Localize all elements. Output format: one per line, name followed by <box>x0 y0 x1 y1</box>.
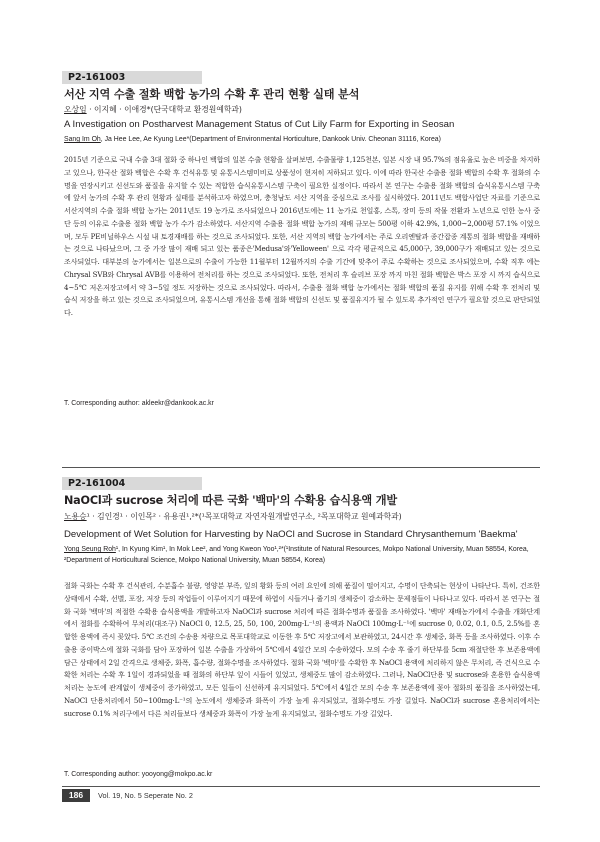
first-author-ko: 노용승 <box>64 512 87 521</box>
article-authors-ko <box>64 511 402 522</box>
article-code: P2-161003 <box>68 72 126 83</box>
other-authors-ko: ¹ · 김인경¹ · 이인목² · 유용권¹,²*(¹목포대학교 자연자원개발연구소, ²목포대학교 원예과학과) <box>86 512 402 521</box>
first-author-en: Yong Seung Roh <box>64 546 116 553</box>
first-author-ko: 오상임 <box>64 105 87 114</box>
article-abstract: 2015년 기준으로 국내 수출 3대 절화 중 하나인 백합의 일본 수출 현황을 살펴보면, 수출물량 1,125천본, 일본 시장 내 95.7%의 점유율로 높은 비중을 차지하고 있으나, 한국산 절화 백합은 수확 후 건식유통 및 유통시스템미비로 상품성이 현저히 저하되고 있다. 이에 따라 한국산 수출용 절화 백합의 수확 후 절화의 수명을 연장시키고 신선도와 품질을 유지할 수 있는 적합한 습식유통시스템 구축이 필요한 실정이다. 따라서 본 연구는 수출용 절화 백합의 습식유통시스템 구축에 앞서 농가의 수확 후 관리 현황과 실태를 분석하고자 하였으며, 충청남도 서산 지역을 중심으로 조사를 실시하였다. 2011년도 백합사업단 자료를 기준으로 서산지역의 수출 절화 백합 농가는 2011년도 19 농가로 조사되었으나 2016년도에는 11 농가로 천일홍, 스톡, 장미 등의 작물 전환과 노년으로 인한 농사 중단 등의 이유로 수출용 절화 백합 농가 수가 감소하였다. 서산지역 수출용 절화 백합 농가의 재배 규모는 500평 이하 42.9%, 1,000~2,000평 57.1% 이었으며, 모두 PE비닐하우스 시설 내 토경재배를 하는 것으로 조사되었다. 또한, 서산 지역의 백합 농가에서는 주로 오리엔탈과 종간잡종 계통의 절화 백합을 재배하는 것으로 나타났으며, 그 중 가장 많이 재배 되고 있는 품종은'Medusa'와'Yelloween' 으로 각각 평균적으로 45,000구, 39,000구가 재배되고 있는 것으로 조사되었다. 대부분의 농가에서는 일본으로의 수출이 가능한 11월부터 12월까지의 수출 기간에 맞추어 주로 수확하는 것으로 조사되었으며, 수확 직후 에는 Chrysal SVB와 Chrysal AVB를 이용하여 전처리를 하는 것으로 조사되었다. 또한, 전처리 후 슬리브 포장 까지 마친 절화 백합은 박스 포장 시 까지 습식으로 4~5℃ 저온저장고에서 약 3~5일 정도 저장하는 것으로 조사되었다. 따라서, 수출용 절화 백합 농가에서는 절화 백합의 품질 유지를 위해 수확 후 전처리 및 습식 저장을 하고 있는 것으로 조사되었으며, 유통시스템 개선을 통해 절화 백합의 신선도 및 품질유지가 될 수 있도록 추가적인 연구가 필요할 것으로 판단되었다. <box>64 155 540 317</box>
section-divider <box>62 467 540 468</box>
article-authors-en <box>64 544 540 566</box>
other-authors-en: ¹, In Kyung Kim¹, In Mok Lee², and Yong Kweon Yoo¹,²*(¹Institute of Natural Resources, Mokpo National University, Muan 58554, Korea, ²Department of Horticultural Science, Mokpo National University, Muan 58554, Korea) <box>64 546 529 564</box>
article-title-en: Development of Wet Solution for Harvesting by NaOCl and Sucrose in Standard Chrysanthemum 'Baekma' <box>64 529 518 540</box>
first-author-en: Sang Im Oh <box>64 136 101 143</box>
footer-divider <box>62 786 540 787</box>
article-code-badge <box>62 477 202 490</box>
article-authors-ko <box>64 104 242 115</box>
article-authors-en <box>64 134 544 145</box>
corresponding-author: T. Corresponding author: yooyong@mokpo.ac.kr <box>64 771 213 778</box>
other-authors-en: , Ja Hee Lee, Ae Kyung Lee*(Department of Environmental Horticulture, Dankook Univ. Cheonan 31116, Korea) <box>100 136 441 143</box>
corresponding-author: T. Corresponding author: akleekr@dankook.ac.kr <box>64 400 214 407</box>
article-code-badge <box>62 71 202 84</box>
article-code: P2-161004 <box>68 478 126 489</box>
article-abstract: 절화 국화는 수확 후 건식관리, 수분흡수 불량, 영양분 부족, 잎의 황화 등의 여러 요인에 의해 품질이 떨어지고, 수명이 단축되는 현상이 나타난다. 특히, 건조한 상태에서 수확, 선별, 포장, 저장 등의 작업들이 이루어지기 때문에 하엽이 시들거나 줄기의 생체중이 감소하는 문제점들이 나타나고 있다. 따라서 본 연구는 절화 국화 '백마'의 적절한 수확용 습식용액을 개발하고자 NaOCl과 sucrose 처리에 따른 절화수명과 품질을 조사하였다. '백마' 재배농가에서 수출을 개화단계에서 절화를 수확하여 무처리(대조구) NaOCl 0, 12.5, 25, 50, 100, 200mg·L⁻¹의 용액과 NaOCl 100mg·L⁻¹에 sucrose 0, 0.02, 0.1, 0.5, 2.5%를 혼합한 용액에 즉시 꽂았다. 5℃ 조건의 수송용 차량으로 목포대학교로 이동한 후 5℃ 저장고에서 보관하였고, 24시간 후 생체중, 화폭 등을 조사하였다. 이후 수출용 종이박스에 절화 국화를 담아 포장하여 일본 수출을 가상하여 5℃에서 4일간 모의 수송하였다. 모의 수송 후 줄기 하단부를 5cm 재절단한 후 보존용액에 담근 상태에서 2일 간격으로 생체중, 화폭, 흡수량, 절화수명을 조사하였다. 절화 국화 '백마'를 수확한 후 NaOCl 용액에 처리하지 않은 무처리, 즉 건식으로 수확한 처리는 수확 후 1일이 경과되었을 때 절화의 하단부 잎이 시들어 있었고, 생체중도 많이 감소하였다. 그러나, NaOCl단용 및 sucrose와 혼용한 습식용액 처리는 농도에 관계없이 생체중이 증가하였고, 모든 잎들이 신선하게 유지되었다. 5℃에서 4일간 모의 수송 후 보존용액에 꽂아 절화의 품질을 조사하였는데, NaOCl 단용처리에서 50~100mg·L⁻¹의 농도에서 생체중과 화폭이 가장 높게 유지되었고, 절화수명도 가장 길었다. NaOCl과 sucrose 혼용처리에서는 sucrose 0.1% 처리구에서 다른 처리들보다 생체중과 화폭이 가장 높게 유지되었고, 절화수명도 가장 길었다. <box>64 581 540 718</box>
other-authors-ko: · 이지혜 · 이애경*(단국대학교 환경원예학과) <box>86 105 242 114</box>
article-title-ko: NaOCl과 sucrose 처리에 따른 국화 '백마'의 수확용 습식용액 개발 <box>64 494 397 507</box>
page-number: 186 <box>62 789 90 802</box>
article-title-en: A Investigation on Postharvest Management Status of Cut Lily Farm for Exporting in Seosan <box>64 119 455 130</box>
journal-info: Vol. 19, No. 5 Seperate No. 2 <box>98 791 193 800</box>
article-title-ko: 서산 지역 수출 절화 백합 농가의 수확 후 관리 현황 실태 분석 <box>64 88 360 101</box>
